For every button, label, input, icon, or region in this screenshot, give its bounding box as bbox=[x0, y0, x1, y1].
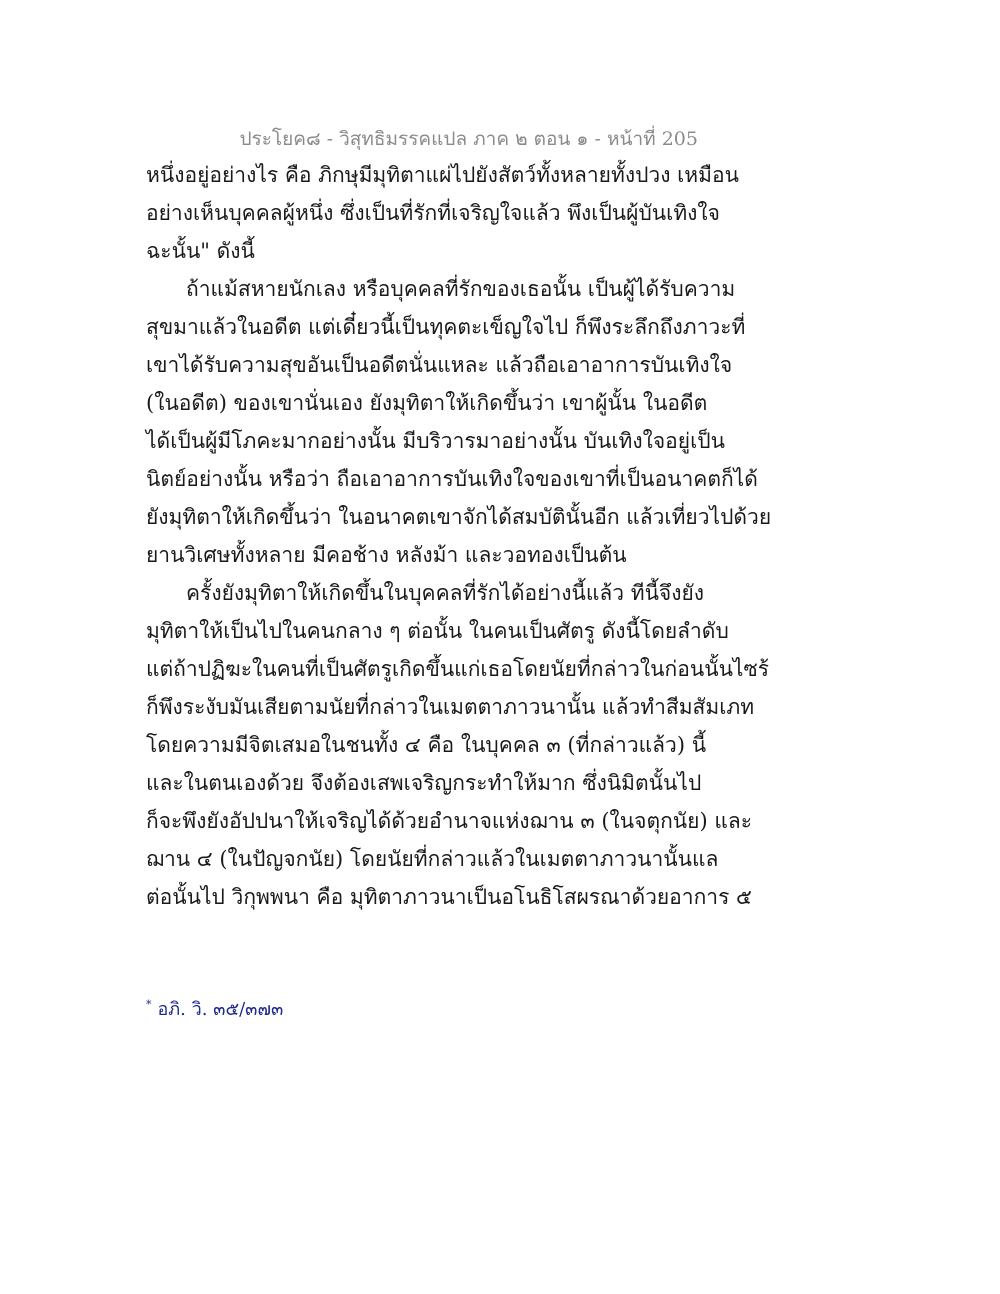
text-line: ยานวิเศษทั้งหลาย มีคอช้าง หลังม้า และวอทองเป็นต้น bbox=[146, 543, 627, 567]
paragraph-start-line: ถ้าแม้สหายนักเลง หรือบุคคลที่รักของเธอนั้น เป็นผู้ได้รับความ bbox=[186, 277, 736, 301]
text-line: สุขมาแล้วในอดีต แต่เดี๋ยวนี้เป็นทุคตะเข็ญใจไป ก็พึงระลึกถึงภาวะที่ bbox=[146, 315, 746, 339]
footnote-marker: * bbox=[146, 998, 152, 1011]
text-line: ฉะนั้น" ดังนี้ bbox=[146, 239, 255, 263]
text-line: ต่อนั้นไป วิกุพพนา คือ มุทิตาภาวนาเป็นอโนธิโสผรณาด้วยอาการ ๕ bbox=[146, 885, 752, 909]
text-line: แต่ถ้าปฏิฆะในคนที่เป็นศัตรูเกิดขึ้นแก่เธอโดยนัยที่กล่าวในก่อนนั้นไซร้ bbox=[146, 657, 770, 681]
text-line: ฌาน ๔ (ในปัญจกนัย) โดยนัยที่กล่าวแล้วในเมตตาภาวนานั้นแล bbox=[146, 847, 719, 871]
text-line: อย่างเห็นบุคคลผู้หนึ่ง ซึ่งเป็นที่รักที่เจริญใจแล้ว พึงเป็นผู้บันเทิงใจ bbox=[146, 201, 720, 225]
text-line: ยังมุทิตาให้เกิดขึ้นว่า ในอนาคตเขาจักได้สมบัตินั้นอีก แล้วเที่ยวไปด้วย bbox=[146, 505, 772, 529]
text-line: และในตนเองด้วย จึงต้องเสพเจริญกระทำให้มาก ซึ่งนิมิตนั้นไป bbox=[146, 771, 702, 795]
paragraph-start-line: ครั้งยังมุทิตาให้เกิดขึ้นในบุคคลที่รักได้อย่างนี้แล้ว ทีนี้จึงยัง bbox=[186, 581, 705, 605]
footnote bbox=[146, 994, 283, 1023]
footnote-text: อภิ. วิ. ๓๕/๓๗๓ bbox=[157, 999, 284, 1020]
text-line: นิตย์อย่างนั้น หรือว่า ถือเอาอาการบันเทิงใจของเขาที่เป็นอนาคตก็ได้ bbox=[146, 467, 758, 491]
text-line: (ในอดีต) ของเขานั่นเอง ยังมุทิตาให้เกิดขึ้นว่า เขาผู้นั้น ในอดีต bbox=[146, 391, 708, 415]
text-line: ก็พึงระงับมันเสียตามนัยที่กล่าวในเมตตาภาวนานั้น แล้วทำสีมสัมเภท bbox=[146, 695, 755, 719]
text-line: ได้เป็นผู้มีโภคะมากอย่างนั้น มีบริวารมาอย่างนั้น บันเทิงใจอยู่เป็น bbox=[146, 429, 725, 453]
body-text bbox=[146, 156, 772, 916]
text-line: หนึ่งอยู่อย่างไร คือ ภิกษุมีมุทิตาแผ่ไปยังสัตว์ทั้งหลายทั้งปวง เหมือน bbox=[146, 163, 739, 187]
text-line: เขาได้รับความสุขอันเป็นอดีตนั่นแหละ แล้วถือเอาอาการบันเทิงใจ bbox=[146, 353, 733, 377]
text-line: โดยความมีจิตเสมอในชนทั้ง ๔ คือ ในบุคคล ๓ (ที่กล่าวแล้ว) นี้ bbox=[146, 733, 707, 757]
text-line: ก็จะพึงยังอัปปนาให้เจริญได้ด้วยอำนาจแห่งฌาน ๓ (ในจตุกนัย) และ bbox=[146, 809, 753, 833]
text-line: มุทิตาให้เป็นไปในคนกลาง ๆ ต่อนั้น ในคนเป็นศัตรู ดังนี้โดยลำดับ bbox=[146, 619, 729, 643]
running-header: ประโยค๘ - วิสุทธิมรรคแปล ภาค ๒ ตอน ๑ - หน้าที่ 205 bbox=[239, 128, 698, 150]
